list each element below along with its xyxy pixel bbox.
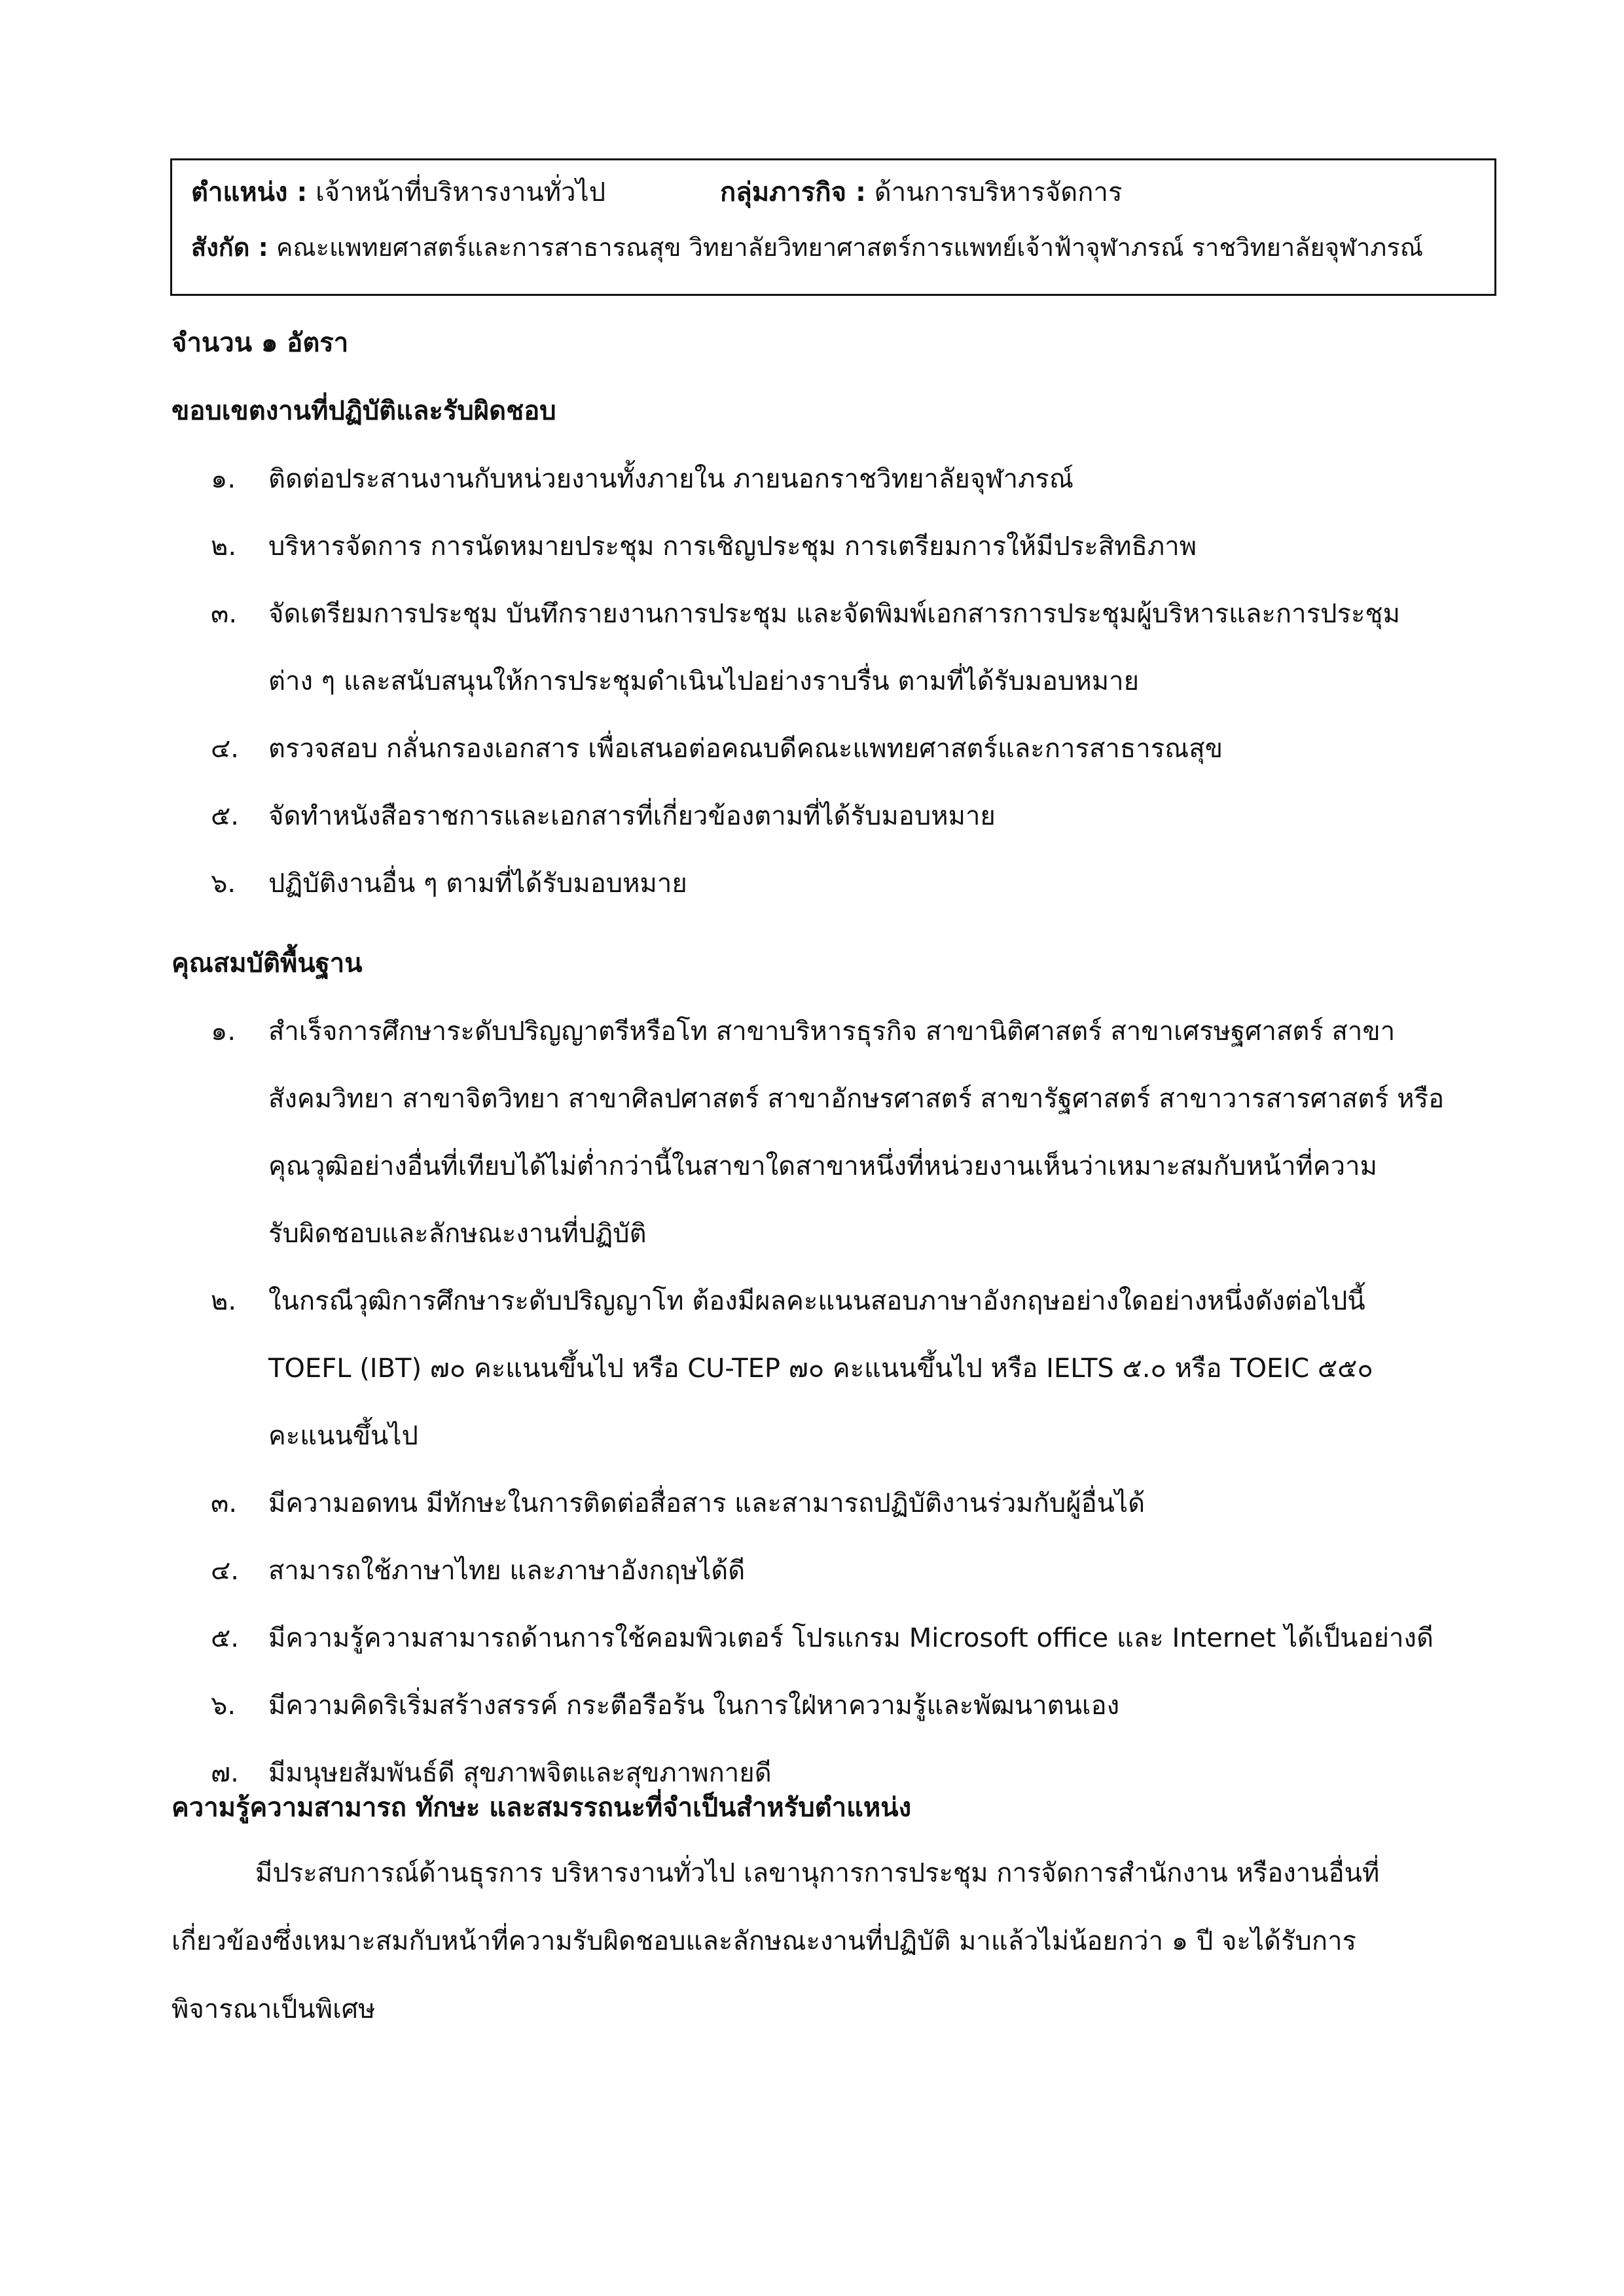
list-item-text: จัดทำหนังสือราชการและเอกสารที่เกี่ยวข้องตามที่ได้รับมอบหมาย [268,801,996,831]
group-value: ด้านการบริหารจัดการ [874,177,1123,207]
list-item-text: มีความอดทน มีทักษะในการติดต่อสื่อสาร และสามารถปฏิบัติงานร่วมกับผู้อื่นได้ [268,1488,1146,1518]
list-item-text: มีมนุษยสัมพันธ์ดี สุขภาพจิตและสุขภาพกายดี [268,1758,772,1788]
list-item-number: ๖. [211,1691,236,1721]
list-item-text: ติดต่อประสานงานกับหน่วยงานทั้งภายใน ภายนอกราชวิทยาลัยจุฬาภรณ์ [268,464,1074,494]
list-item-text: สำเร็จการศึกษาระดับปริญญาตรีหรือโท สาขาบริหารธุรกิจ สาขานิติศาสตร์ สาขาเศรษฐศาสตร์ สาขา [268,1016,1396,1047]
list-item-text: มีความคิดริเริ่มสร้างสรรค์ กระตือรือร้น ในการใฝ่หาความรู้และพัฒนาตนเอง [268,1691,1120,1721]
list-item-text: จัดเตรียมการประชุม บันทึกรายงานการประชุม และจัดพิมพ์เอกสารการประชุมผู้บริหารและการประชุม [268,599,1400,629]
competency-heading: ความรู้ความสามารถ ทักษะ และสมรรถนะที่จำเป็นสำหรับตำแหน่ง [171,1793,912,1823]
list-item-number: ๓. [211,1488,238,1518]
list-item-number: ๗. [211,1758,239,1788]
group-label: กลุ่มภารกิจ : [720,177,866,207]
list-item-number: ๑. [211,464,236,494]
list-item-text: ในกรณีวุฒิการศึกษาระดับปริญญาโท ต้องมีผลคะแนนสอบภาษาอังกฤษอย่างใดอย่างหนึ่งดังต่อไปนี้ [268,1286,1365,1316]
competency-line: พิจารณาเป็นพิเศษ [171,1994,376,2024]
list-item-text: บริหารจัดการ การนัดหมายประชุม การเชิญประชุม การเตรียมการให้มีประสิทธิภาพ [268,531,1197,562]
list-item-text: รับผิดชอบและลักษณะงานที่ปฏิบัติ [268,1219,647,1249]
list-item-text: ปฏิบัติงานอื่น ๆ ตามที่ได้รับมอบหมาย [268,869,687,899]
group-row [720,177,1122,208]
list-item-number: ๒. [211,531,237,562]
list-item-number: ๒. [211,1286,237,1316]
affiliation-row [191,233,1423,263]
list-item-number: ๕. [211,1623,239,1653]
list-item-text: TOEFL (IBT) ๗๐ คะแนนขึ้นไป หรือ CU-TEP ๗๐ คะแนนขึ้นไป หรือ IELTS ๕.๐ หรือ TOEIC ๕๕๐ [268,1354,1373,1384]
list-item-text: ตรวจสอบ กลั่นกรองเอกสาร เพื่อเสนอต่อคณบดีคณะแพทยศาสตร์และการสาธารณสุข [268,734,1223,764]
quota-text: จำนวน ๑ อัตรา [171,328,349,358]
list-item-number: ๑. [211,1016,236,1047]
scope-heading: ขอบเขตงานที่ปฏิบัติและรับผิดชอบ [171,396,556,426]
affiliation-label: สังกัด : [191,233,268,262]
list-item-text: ต่าง ๆ และสนับสนุนให้การประชุมดำเนินไปอย่างราบรื่น ตามที่ได้รับมอบหมาย [268,666,1140,696]
list-item-number: ๓. [211,599,238,629]
list-item-text: คะแนนขึ้นไป [268,1421,418,1451]
position-value: เจ้าหน้าที่บริหารงานทั่วไป [316,177,606,207]
list-item-text: สังคมวิทยา สาขาจิตวิทยา สาขาศิลปศาสตร์ สาขาอักษรศาสตร์ สาขารัฐศาสตร์ สาขาวารสารศาสตร์ หรือ [268,1084,1445,1114]
qualifications-heading: คุณสมบัติพื้นฐาน [171,948,363,978]
list-item-text: คุณวุฒิอย่างอื่นที่เทียบได้ไม่ต่ำกว่านี้ในสาขาใดสาขาหนึ่งที่หน่วยงานเห็นว่าเหมาะสมกับหน้าที่ความ [268,1151,1377,1181]
list-item-number: ๖. [211,869,236,899]
list-item-text: มีความรู้ความสามารถด้านการใช้คอมพิวเตอร์ โปรแกรม Microsoft office และ Internet ได้เป็นอย่างดี [268,1623,1434,1653]
competency-line: เกี่ยวข้องซึ่งเหมาะสมกับหน้าที่ความรับผิดชอบและลักษณะงานที่ปฏิบัติ มาแล้วไม่น้อยกว่า ๑ ปี จะได้รับการ [171,1926,1357,1956]
list-item-number: ๔. [211,1556,239,1586]
list-item-text: สามารถใช้ภาษาไทย และภาษาอังกฤษได้ดี [268,1556,746,1586]
affiliation-value: คณะแพทยศาสตร์และการสาธารณสุข วิทยาลัยวิทยาศาสตร์การแพทย์เจ้าฟ้าจุฬาภรณ์ ราชวิทยาลัยจุฬาภรณ์ [276,233,1424,262]
list-item-number: ๕. [211,801,239,831]
list-item-number: ๔. [211,734,239,764]
position-label: ตำแหน่ง : [191,177,308,207]
competency-line: มีประสบการณ์ด้านธุรการ บริหารงานทั่วไป เลขานุการการประชุม การจัดการสำนักงาน หรืองานอื่นที่ [255,1858,1380,1888]
position-row [191,177,605,208]
